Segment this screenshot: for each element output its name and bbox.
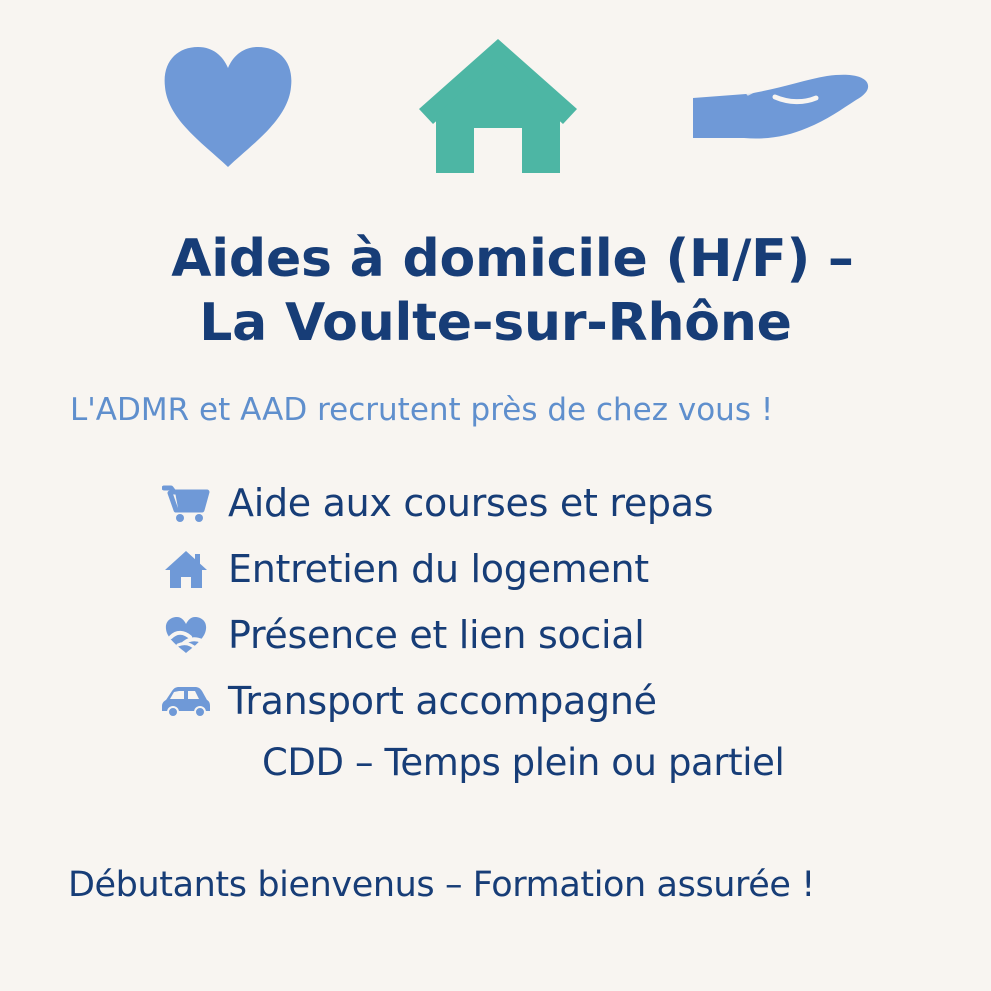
house-icon	[412, 32, 584, 174]
service-item-home-cleaning	[160, 536, 920, 602]
page-title	[0, 229, 991, 353]
service-list	[160, 470, 920, 734]
service-item-transport	[160, 668, 920, 734]
title-line-2: La Voulte-sur-Rhône	[199, 292, 792, 353]
contract-type: CDD – Temps plein ou partiel	[262, 741, 785, 784]
service-label: Entretien du logement	[228, 547, 649, 591]
home-icon	[160, 545, 212, 593]
car-icon	[160, 677, 212, 725]
service-item-shopping-meals	[160, 470, 920, 536]
title-line-1: Aides à domicile (H/F) –	[171, 228, 854, 289]
training-note: Débutants bienvenus – Formation assurée !	[68, 865, 815, 905]
heart-icon	[160, 44, 296, 170]
recruitment-subtitle: L'ADMR et AAD recrutent près de chez vous !	[70, 392, 774, 428]
service-label: Présence et lien social	[228, 613, 645, 657]
shopping-cart-icon	[160, 479, 212, 527]
heart-hands-icon	[160, 611, 212, 659]
service-label: Aide aux courses et repas	[228, 481, 714, 525]
service-label: Transport accompagné	[228, 679, 657, 723]
top-icon-row	[0, 0, 991, 190]
hand-icon	[690, 70, 876, 142]
service-item-social-presence	[160, 602, 920, 668]
